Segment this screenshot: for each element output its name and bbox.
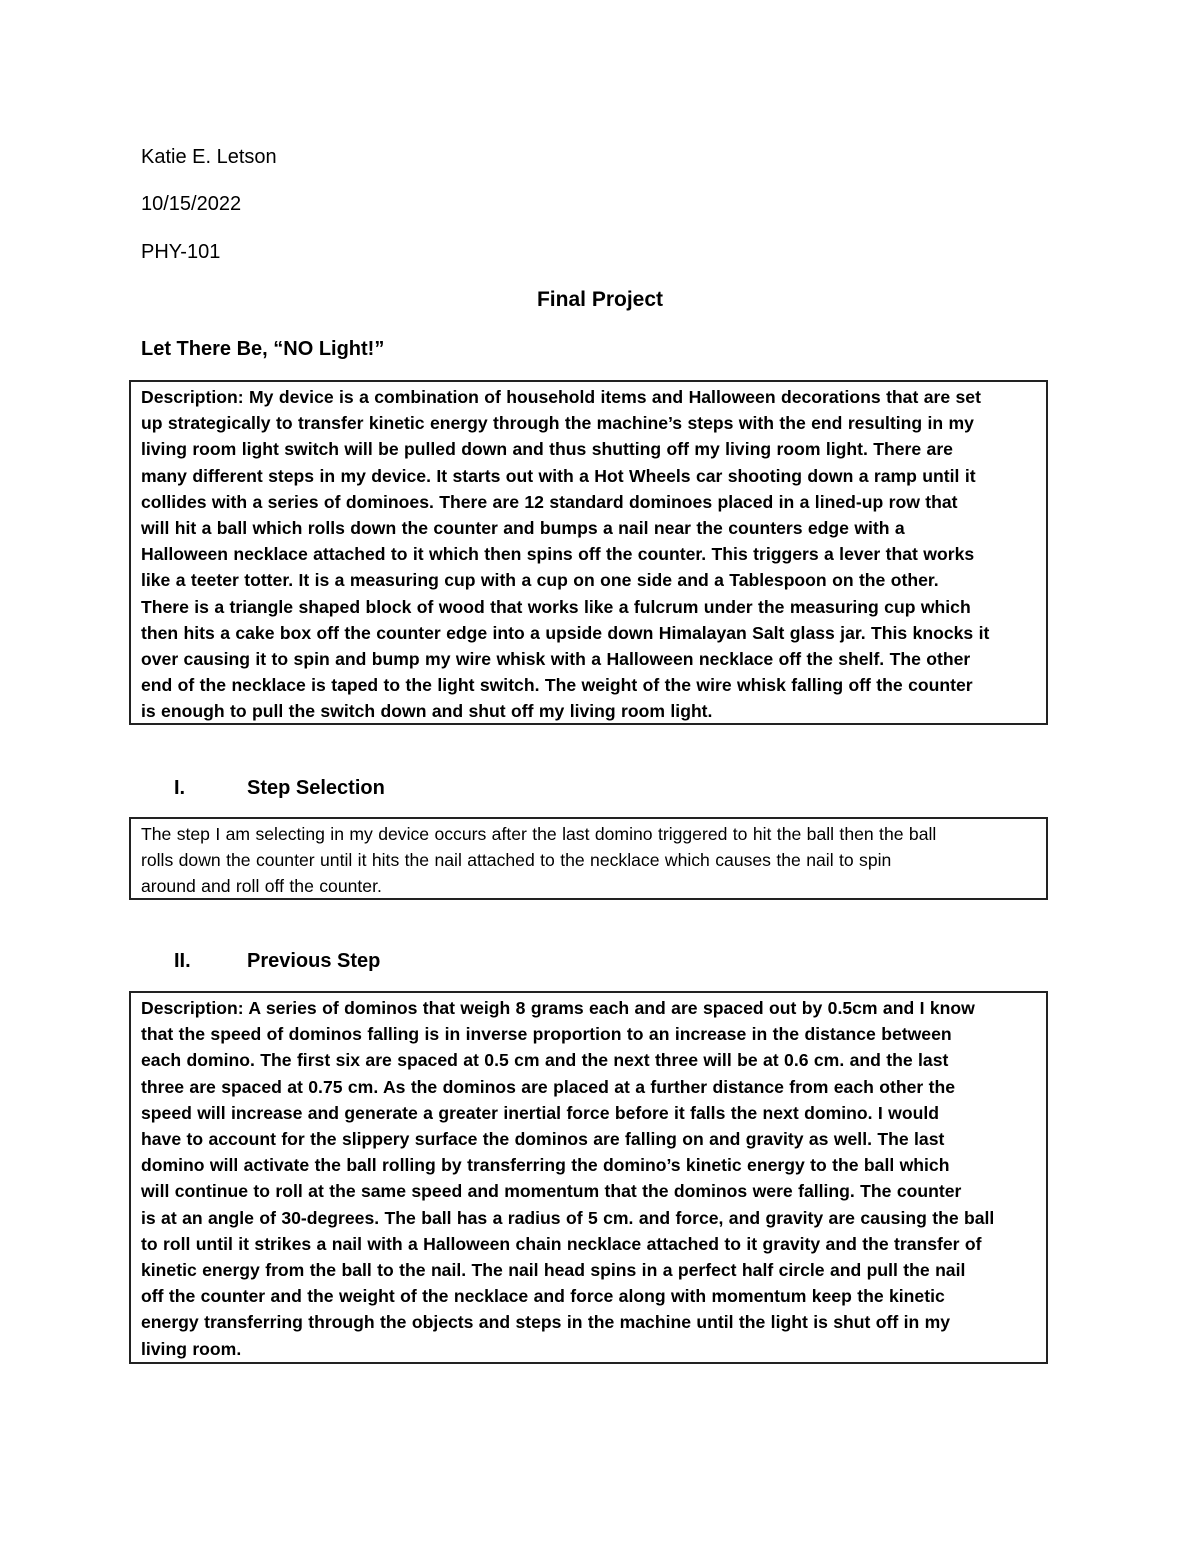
description-line: living room light switch will be pulled down and thus shutting off my living room light. There are xyxy=(141,439,953,460)
step-selection-line: The step I am selecting in my device occurs after the last domino triggered to hit the ball then the ball xyxy=(141,824,937,844)
author-name: Katie E. Letson xyxy=(141,146,277,168)
section-numeral: I. xyxy=(174,777,186,799)
previous-step-line: kinetic energy from the ball to the nail. The nail head spins in a perfect half circle and pull the nail xyxy=(141,1260,966,1281)
description-line: collides with a series of dominoes. There are 12 standard dominoes placed in a lined-up row that xyxy=(141,491,958,512)
step-selection-line: around and roll off the counter. xyxy=(141,876,382,897)
course-code: PHY-101 xyxy=(141,241,221,263)
previous-step-line: have to account for the slippery surface the dominos are falling on and gravity as well. The last xyxy=(141,1129,945,1150)
section-heading-text: Step Selection xyxy=(247,777,385,799)
section-heading-step-selection xyxy=(174,775,385,801)
description-line: many different steps in my device. It starts out with a Hot Wheels car shooting down a ramp until it xyxy=(141,465,976,486)
document-date: 10/15/2022 xyxy=(141,193,242,215)
previous-step-line: that the speed of dominos falling is in inverse proportion to an increase in the distance between xyxy=(141,1024,952,1045)
section-heading-text: Previous Step xyxy=(247,950,381,972)
step-selection-line: rolls down the counter until it hits the nail attached to the necklace which causes the nail to spin xyxy=(141,850,892,871)
previous-step-line: each domino. The first six are spaced at 0.5 cm and the next three will be at 0.6 cm. and the last xyxy=(141,1050,949,1071)
previous-step-line: is at an angle of 30-degrees. The ball has a radius of 5 cm. and force, and gravity are causing the ball xyxy=(141,1207,995,1228)
previous-step-line: three are spaced at 0.75 cm. As the dominos are placed at a further distance from each other the xyxy=(141,1076,956,1097)
document-title: Final Project xyxy=(536,288,664,311)
previous-step-line: Description: A series of dominos that weigh 8 grams each and are spaced out by 0.5cm and I know xyxy=(141,998,975,1018)
step-selection-textbox xyxy=(129,817,1048,900)
description-textbox xyxy=(129,380,1048,725)
section-heading-previous-step xyxy=(174,948,380,974)
description-line: up strategically to transfer kinetic energy through the machine’s steps with the end resulting in my xyxy=(141,413,974,434)
description-line: Halloween necklace attached to it which then spins off the counter. This triggers a lever that works xyxy=(141,544,975,565)
previous-step-textbox xyxy=(129,991,1048,1364)
previous-step-line: off the counter and the weight of the necklace and force along with momentum keep the kinetic xyxy=(141,1286,945,1307)
previous-step-line: energy transferring through the objects and steps in the machine until the light is shut off in my xyxy=(141,1312,951,1333)
section-numeral: II. xyxy=(174,950,191,972)
description-line: end of the necklace is taped to the light switch. The weight of the wire whisk falling off the counter xyxy=(141,675,973,696)
previous-step-line: to roll until it strikes a nail with a Halloween chain necklace attached to it gravity and the transfer of xyxy=(141,1233,982,1254)
description-line: will hit a ball which rolls down the counter and bumps a nail near the counters edge with a xyxy=(141,518,905,539)
description-line: over causing it to spin and bump my wire whisk with a Halloween necklace off the shelf. The other xyxy=(141,649,971,670)
description-line: then hits a cake box off the counter edge into a upside down Himalayan Salt glass jar. This knocks it xyxy=(141,622,990,643)
previous-step-line: speed will increase and generate a greater inertial force before it falls the next domino. I would xyxy=(141,1102,939,1123)
description-line: Description: My device is a combination of household items and Halloween decorations that are set xyxy=(141,387,981,407)
project-subtitle: Let There Be, “NO Light!” xyxy=(141,338,385,360)
previous-step-line: will continue to roll at the same speed and momentum that the dominos were falling. The counter xyxy=(141,1181,962,1202)
previous-step-line: living room. xyxy=(141,1338,242,1359)
description-line: is enough to pull the switch down and shut off my living room light. xyxy=(141,701,713,722)
previous-step-line: domino will activate the ball rolling by transferring the domino’s kinetic energy to the ball which xyxy=(141,1155,950,1176)
description-line: There is a triangle shaped block of wood that works like a fulcrum under the measuring cup which xyxy=(141,596,971,617)
description-line: like a teeter totter. It is a measuring cup with a cup on one side and a Tablespoon on the other. xyxy=(141,570,939,591)
